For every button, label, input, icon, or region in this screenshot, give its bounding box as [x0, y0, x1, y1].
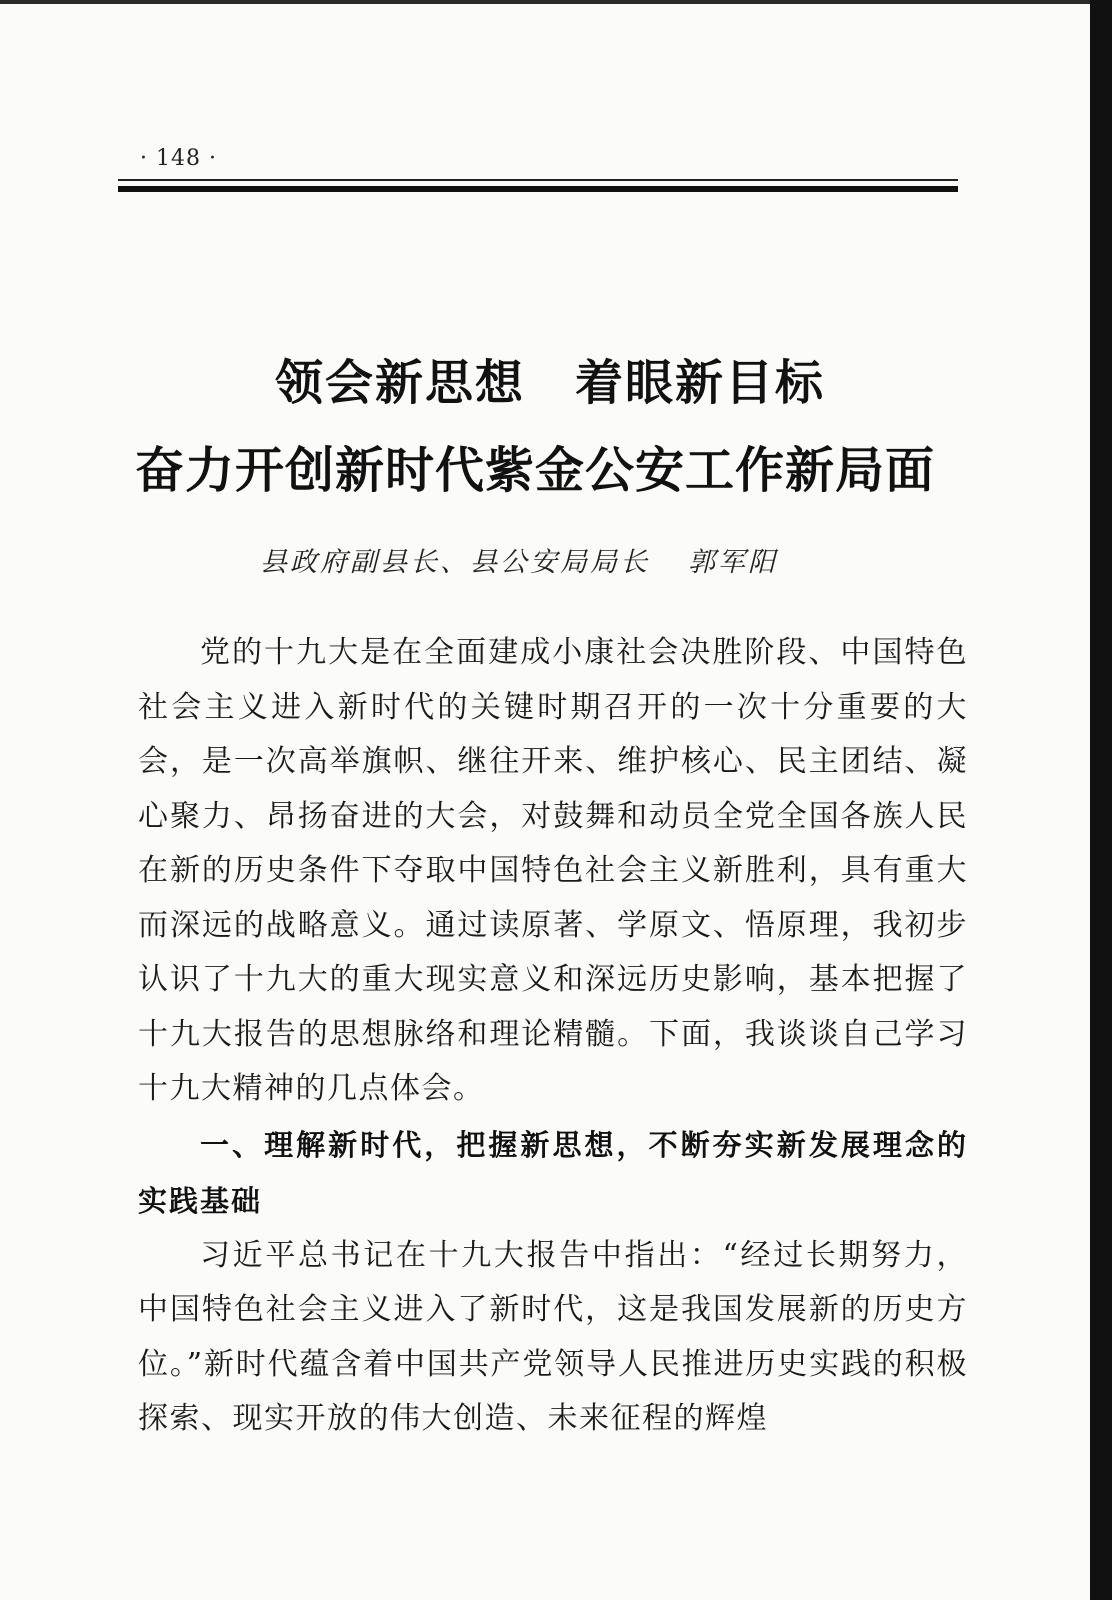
- article-body: [138, 626, 968, 1447]
- section-heading: 一、理解新时代，把握新思想，不断夯实新发展理念的实践基础: [138, 1127, 968, 1218]
- scan-edge-right: [1090, 0, 1112, 1600]
- body-paragraph: 党的十九大是在全面建成小康社会决胜阶段、中国特色社会主义进入新时代的关键时期召开的一次十分重要的大会，是一次高举旗帜、继往开来、维护核心、民主团结、凝心聚力、昂扬奋进的大会，对鼓舞和动员全党全国各族人民在新的历史条件下夺取中国特色社会主义新胜利，具有重大而深远的战略意义。通过读原著、学原文、悟原理，我初步认识了十九大的重大现实意义和深远历史影响，基本把握了十九大报告的思想脉络和理论精髓。下面，我谈谈自己学习十九大精神的几点体会。: [138, 635, 968, 1106]
- page-number: · 148 ·: [140, 146, 217, 171]
- scan-edge-top: [0, 0, 1112, 4]
- body-paragraph: 习近平总书记在十九大报告中指出：“经过长期努力，中国特色社会主义进入了新时代，这是我国发展新的历史方位。”新时代蕴含着中国共产党领导人民推进历史实践的积极探索、现实开放的伟大创造、未来征程的辉煌: [138, 1237, 968, 1436]
- author-byline: [260, 540, 778, 579]
- author-position: 县政府副县长、县公安局局长: [260, 547, 650, 578]
- article-title-line2: 奋力开创新时代紫金公安工作新局面: [134, 442, 935, 499]
- header-rule-thick: [118, 186, 958, 192]
- author-name: 郭军阳: [688, 547, 778, 578]
- header-rule-thin: [118, 179, 958, 181]
- article-title-line1: 领会新思想 着眼新目标: [274, 355, 825, 411]
